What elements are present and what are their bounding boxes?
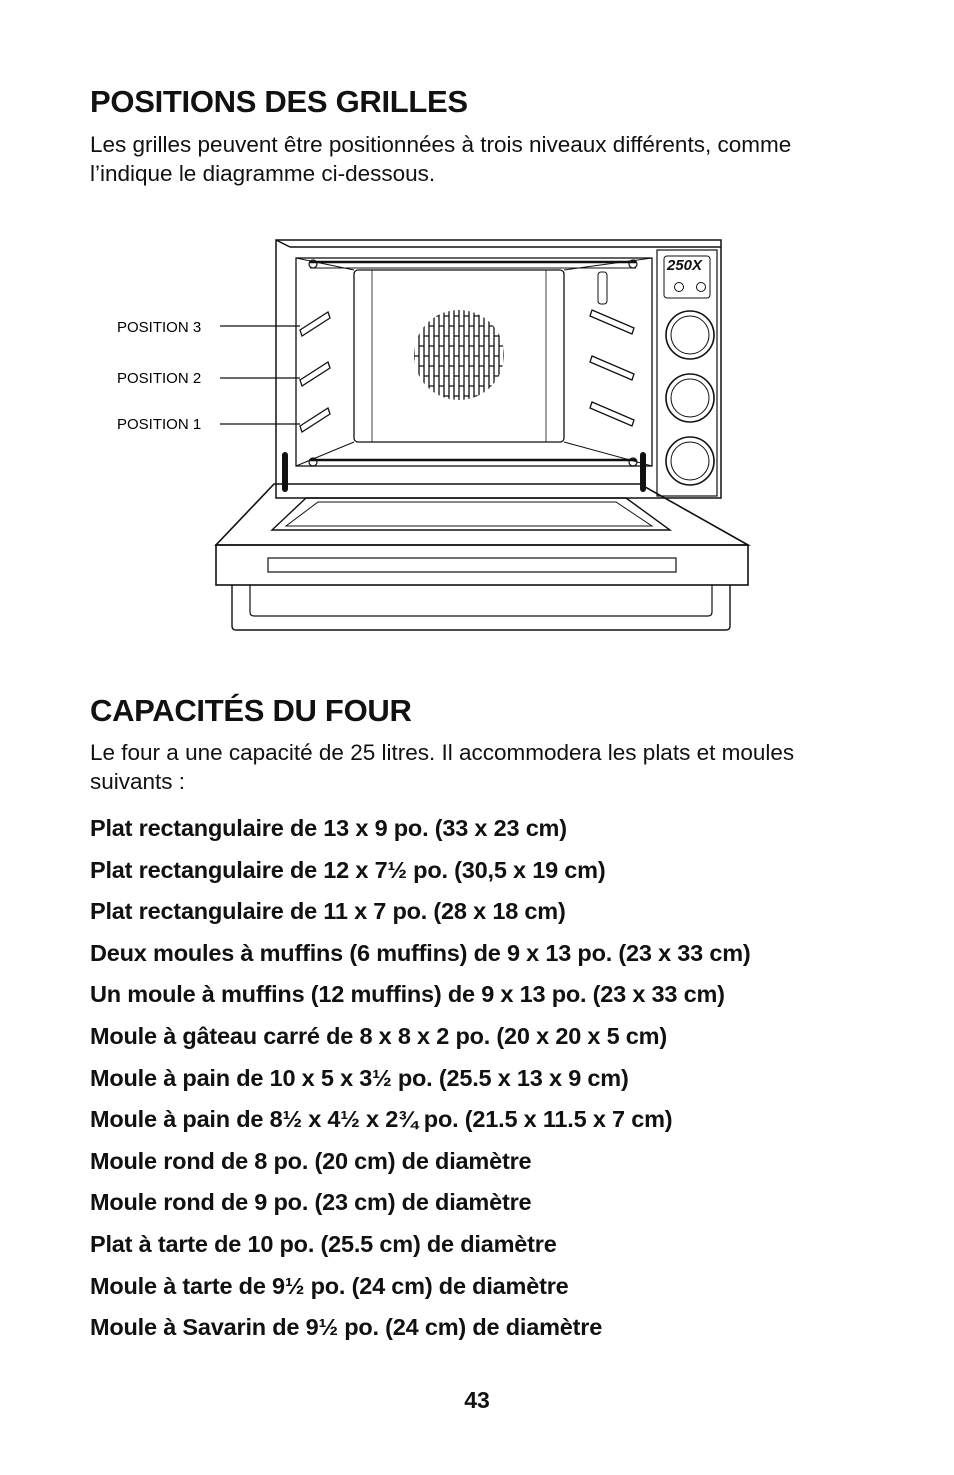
- rack-guide-right-2: [590, 356, 634, 380]
- oven-illustration: [110, 232, 760, 637]
- list-item: Moule à tarte de 9½ po. (24 cm) de diamètre: [90, 1272, 569, 1299]
- oven-capacity-title: CAPACITÉS DU FOUR: [90, 693, 412, 728]
- knob-3: [666, 437, 714, 485]
- label-position-1: POSITION 1: [117, 416, 202, 433]
- list-item: Moule à pain de 8½ x 4½ x 2¾ po. (21.5 x 11.5 x 7 cm): [90, 1106, 673, 1133]
- door-window-inner: [286, 502, 652, 526]
- list-item: Plat rectangulaire de 12 x 7½ po. (30,5 x 19 cm): [90, 856, 606, 883]
- rack-positions-description: Les grilles peuvent être positionnées à trois niveaux différents, comme l’indique le diagramme ci-dessous.: [90, 132, 792, 186]
- oven-door-top: [216, 484, 748, 545]
- rack-guide-right-1: [590, 402, 634, 426]
- brand-badge: 250X: [667, 257, 703, 274]
- list-item: Plat rectangulaire de 11 x 7 po. (28 x 18 cm): [90, 898, 566, 925]
- list-item: Plat rectangulaire de 13 x 9 po. (33 x 23 cm): [90, 815, 567, 841]
- pan-list: [90, 812, 890, 1353]
- door-handle-slot: [268, 558, 676, 572]
- list-item: Moule à pain de 10 x 5 x 3½ po. (25.5 x 13 x 9 cm): [90, 1064, 629, 1091]
- list-item: Deux moules à muffins (6 muffins) de 9 x 13 po. (23 x 33 cm): [90, 939, 751, 966]
- rack-guide-right-3: [590, 310, 634, 334]
- rack-guide-left-1: [300, 408, 330, 432]
- knob-2: [666, 374, 714, 422]
- page-number: 43: [464, 1387, 490, 1413]
- list-item: Un moule à muffins (12 muffins) de 9 x 13 po. (23 x 33 cm): [90, 981, 725, 1008]
- list-item: Moule à gâteau carré de 8 x 8 x 2 po. (20 x 20 x 5 cm): [90, 1022, 667, 1049]
- list-item: Moule à Savarin de 9½ po. (24 cm) de diamètre: [90, 1314, 603, 1341]
- knob-1: [666, 311, 714, 359]
- oven-rack-diagram: [110, 232, 760, 637]
- door-handle: [232, 585, 730, 630]
- rack-guide-left-2: [300, 362, 330, 386]
- list-item: Moule rond de 8 po. (20 cm) de diamètre: [90, 1147, 532, 1174]
- door-hinge-left: [282, 452, 288, 492]
- fan-grille-icon: [414, 308, 514, 402]
- rack-guide-left-3: [300, 312, 330, 336]
- oven-capacity-description: Le four a une capacité de 25 litres. Il accommodera les plats et moules suivants :: [90, 740, 795, 794]
- oven-door-front: [216, 545, 748, 585]
- rack-positions-title: POSITIONS DES GRILLES: [90, 84, 468, 119]
- door-window: [272, 498, 670, 530]
- door-hinge-right: [640, 452, 646, 492]
- label-position-2: POSITION 2: [117, 370, 202, 387]
- label-position-3: POSITION 3: [117, 319, 202, 336]
- list-item: Moule rond de 9 po. (23 cm) de diamètre: [90, 1189, 532, 1216]
- list-item: Plat à tarte de 10 po. (25.5 cm) de diamètre: [90, 1230, 557, 1257]
